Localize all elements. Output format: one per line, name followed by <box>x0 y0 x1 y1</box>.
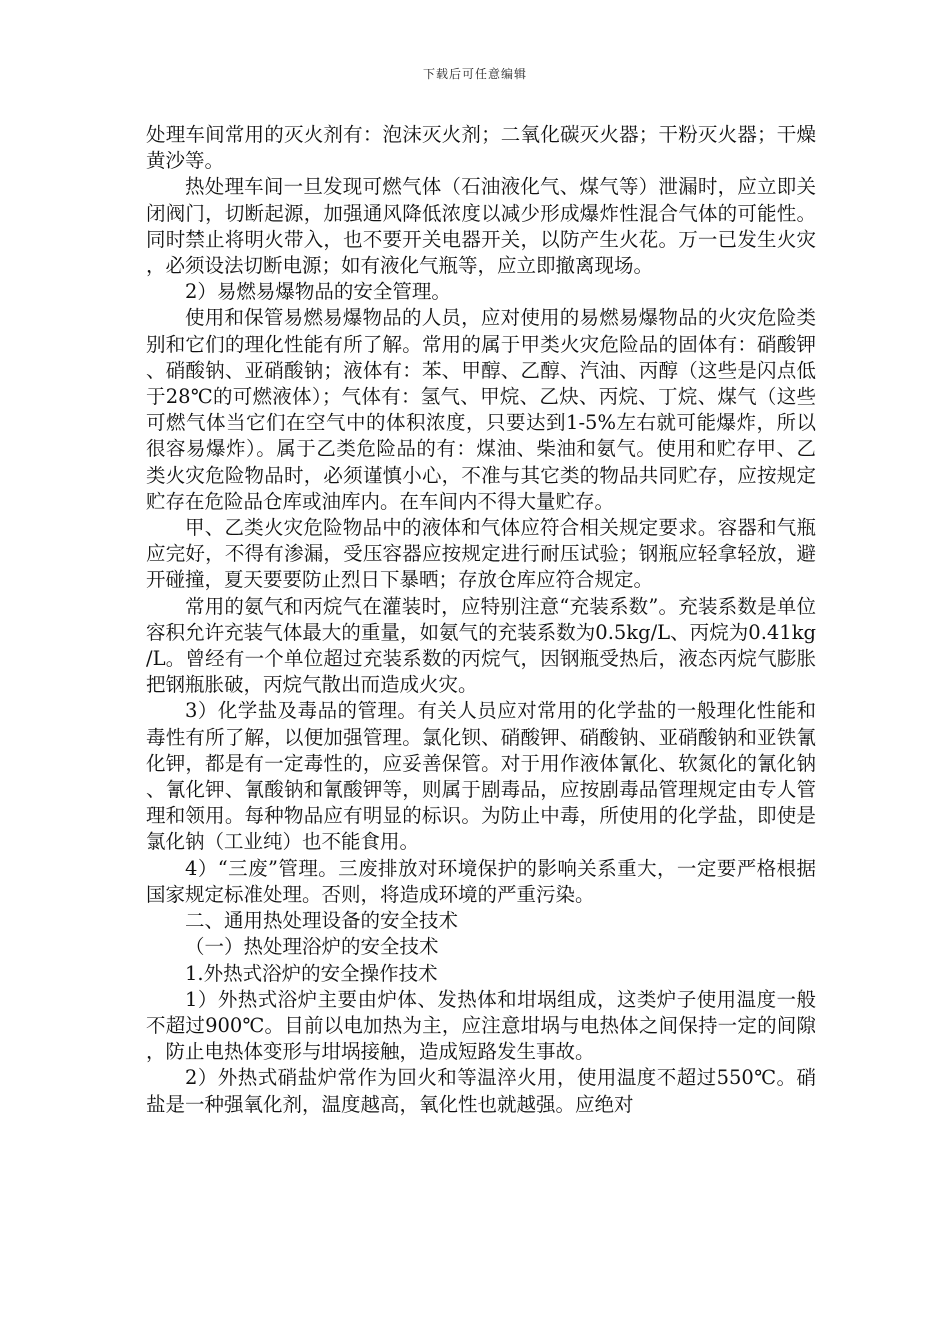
subsection-heading: 1.外热式浴炉的安全操作技术 <box>185 961 438 985</box>
paragraph: 热处理车间一旦发现可燃气体（石油液化气、煤气等）泄漏时，应立即关闭阀门，切断起源，加强通风降低浓度以减少形成爆炸性混合气体的可能性。同时禁止将明火带入，也不要开关电器开关，以防产生火花。万一已发生火灾，必须设法切断电源；如有液化气瓶等，应立即撤离现场。 <box>146 175 816 278</box>
paragraph: 3）化学盐及毒品的管理。有关人员应对常用的化学盐的一般理化性能和毒性有所了解，以便加强管理。氯化钡、硝酸钾、硝酸钠、亚硝酸钠和亚铁氰化钾，都是有一定毒性的，应妥善保管。对于用作液体氰化、软氮化的氰化钠、氰化钾、氰酸钠和氰酸钾等，则属于剧毒品，应按剧毒品管理规定由专人管理和领用。每种物品应有明显的标识。为防止中毒，所使用的化学盐，即使是氯化钠（工业纯）也不能食用。 <box>146 699 816 854</box>
section-heading: 二、通用热处理设备的安全技术 <box>185 909 459 933</box>
paragraph: 处理车间常用的灭火剂有：泡沫灭火剂；二氧化碳灭火器；干粉灭火器；干燥黄沙等。 <box>146 123 816 173</box>
page-header: 下载后可任意编辑 <box>422 67 527 81</box>
paragraph: 常用的氨气和丙烷气在灌装时，应特别注意“充装系数”。充装系数是单位容积允许充装气体最大的重量，如氨气的充装系数为0.5kg/L、丙烷为0.41kg/L。曾经有一个单位超过充装系数的丙烷气，因钢瓶受热后，液态丙烷气膨胀把钢瓶胀破，丙烷气散出而造成火灾。 <box>146 594 816 697</box>
paragraph: 4）“三废”管理。三废排放对环境保护的影响关系重大，一定要严格根据国家规定标准处理。否则，将造成环境的严重污染。 <box>146 856 816 906</box>
paragraph: 使用和保管易燃易爆物品的人员，应对使用的易燃易爆物品的火灾危险类别和它们的理化性能有所了解。常用的属于甲类火灾危险品的固体有：硝酸钾、硝酸钠、亚硝酸钠；液体有：苯、甲醇、乙醇、汽油、丙醇（这些是闪点低于28℃的可燃液体）；气体有：氢气、甲烷、乙炔、丙烷、丁烷、煤气（这些可燃气体当它们在空气中的体积浓度，只要达到1-5%左右就可能爆炸，所以很容易爆炸）。属于乙类危险品的有：煤油、柴油和氨气。使用和贮存甲、乙类火灾危险物品时，必须谨慎小心，不准与其它类的物品共同贮存，应按规定贮存在危险品仓库或油库内。在车间内不得大量贮存。 <box>146 306 816 513</box>
document-body <box>146 122 816 1118</box>
subsection-heading: （一）热处理浴炉的安全技术 <box>185 935 439 959</box>
paragraph: 2）外热式硝盐炉常作为回火和等温淬火用，使用温度不超过550℃。硝盐是一种强氧化剂，温度越高，氧化性也就越强。应绝对 <box>146 1066 816 1116</box>
paragraph: 1）外热式浴炉主要由炉体、发热体和坩埚组成，这类炉子使用温度一般不超过900℃。目前以电加热为主，应注意坩埚与电热体之间保持一定的间隙，防止电热体变形与坩埚接触，造成短路发生事故。 <box>146 987 816 1064</box>
section-heading: 2）易燃易爆物品的安全管理。 <box>185 280 451 304</box>
paragraph: 甲、乙类火灾危险物品中的液体和气体应符合相关规定要求。容器和气瓶应完好，不得有渗漏，受压容器应按规定进行耐压试验；钢瓶应轻拿轻放，避开碰撞，夏天要要防止烈日下暴晒；存放仓库应符合规定。 <box>146 516 816 592</box>
